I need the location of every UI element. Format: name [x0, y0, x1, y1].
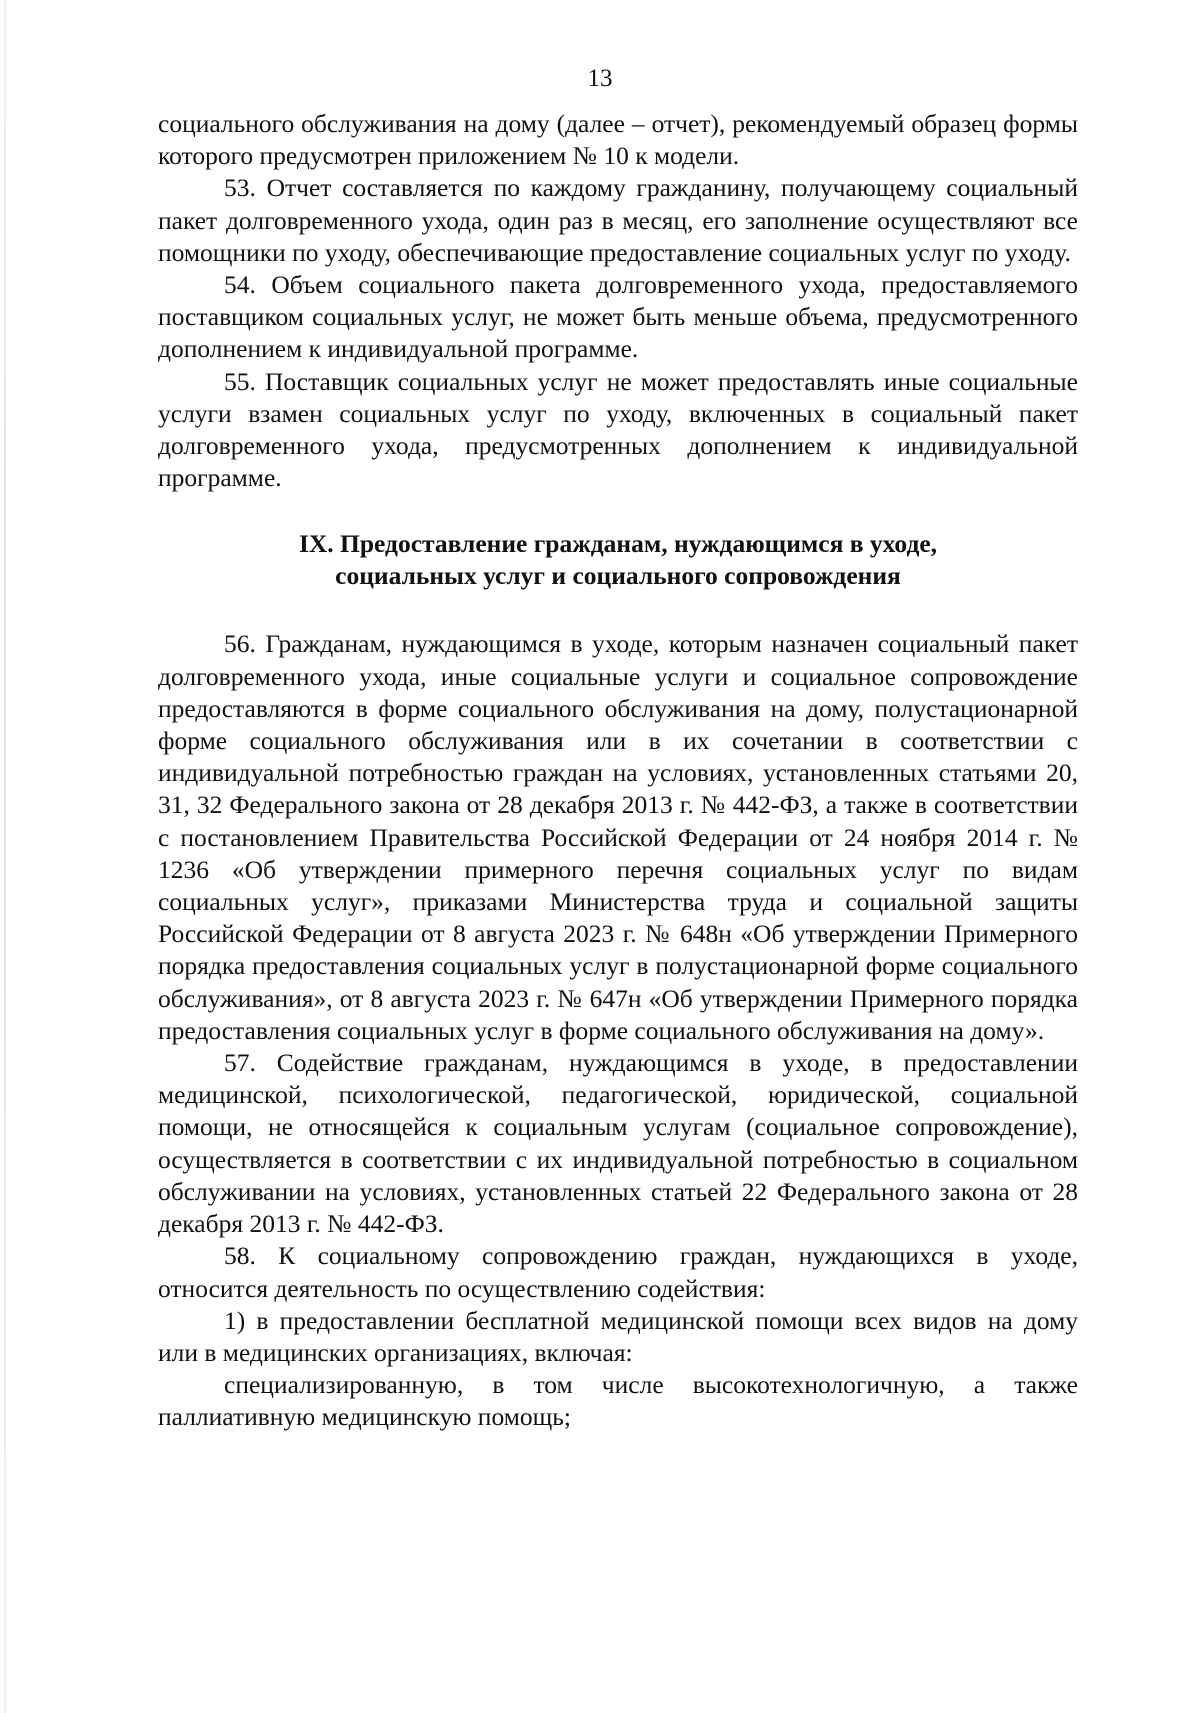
- section-heading-line-1: IX. Предоставление гражданам, нуждающимся в уходе,: [298, 529, 938, 559]
- section-heading: [158, 528, 1078, 592]
- paragraph-57: 57. Содействие гражданам, нуждающимся в уходе, в предоставлении медицинской, психологической, педагогической, юридической, социальной помощи, не относящейся к социальным услугам (социальное сопровождение), осуществляется в соответствии с их индивидуальной потребностью в социальном обслуживании на условиях, установленных статьей 22 Федерального закона от 28 декабря 2013 г. № 442-ФЗ.: [158, 1048, 1078, 1239]
- document-body: [158, 108, 1078, 1434]
- paragraph-54: 54. Объем социального пакета долговременного ухода, предоставляемого поставщиком социальных услуг, не может быть меньше объема, предусмотренного дополнением к индивидуальной программе.: [158, 270, 1078, 364]
- scan-margin-line: [4, 0, 6, 1713]
- paragraph-58-item-1-subitem: специализированную, в том числе высокотехнологичную, а также паллиативную медицинскую помощь;: [158, 1370, 1078, 1432]
- paragraph-58: 58. К социальному сопровождению граждан, нуждающихся в уходе, относится деятельность по осуществлению содействия:: [158, 1241, 1078, 1303]
- paragraph-56: 56. Гражданам, нуждающимся в уходе, которым назначен социальный пакет долговременного ухода, иные социальные услуги и социальное сопровождение предоставляются в форме социального обслуживания на дому, полустационарной форме социального обслуживания или в их сочетании в соответствии с индивидуальной потребностью граждан на условиях, установленных статьями 20, 31, 32 Федерального закона от 28 декабря 2013 г. № 442-ФЗ, а также в соответствии с постановлением Правительства Российской Федерации от 24 ноября 2014 г. № 1236 «Об утверждении примерного перечня социальных услуг по видам социальных услуг», приказами Министерства труда и социальной защиты Российской Федерации от 8 августа 2023 г. № 648н «Об утверждении Примерного порядка предоставления социальных услуг в полустационарной форме социального обслуживания», от 8 августа 2023 г. № 647н «Об утверждении Примерного порядка предоставления социальных услуг в форме социального обслуживания на дому».: [158, 629, 1078, 1045]
- paragraph-continuation: социального обслуживания на дому (далее – отчет), рекомендуемый образец формы которого предусмотрен приложением № 10 к модели.: [158, 109, 1078, 171]
- section-heading-line-2: социальных услуг и социального сопровождения: [335, 561, 901, 591]
- paragraph-55: 55. Поставщик социальных услуг не может предоставлять иные социальные услуги взамен социальных услуг по уходу, включенных в социальный пакет долговременного ухода, предусмотренных дополнением к индивидуальной программе.: [158, 366, 1078, 493]
- page-number: 13: [587, 65, 613, 92]
- paragraph-53: 53. Отчет составляется по каждому гражданину, получающему социальный пакет долговременного ухода, один раз в месяц, его заполнение осуществляют все помощники по уходу, обеспечивающие предоставление социальных услуг по уходу.: [158, 173, 1078, 267]
- paragraph-58-item-1: 1) в предоставлении бесплатной медицинской помощи всех видов на дому или в медицинских организациях, включая:: [158, 1305, 1078, 1367]
